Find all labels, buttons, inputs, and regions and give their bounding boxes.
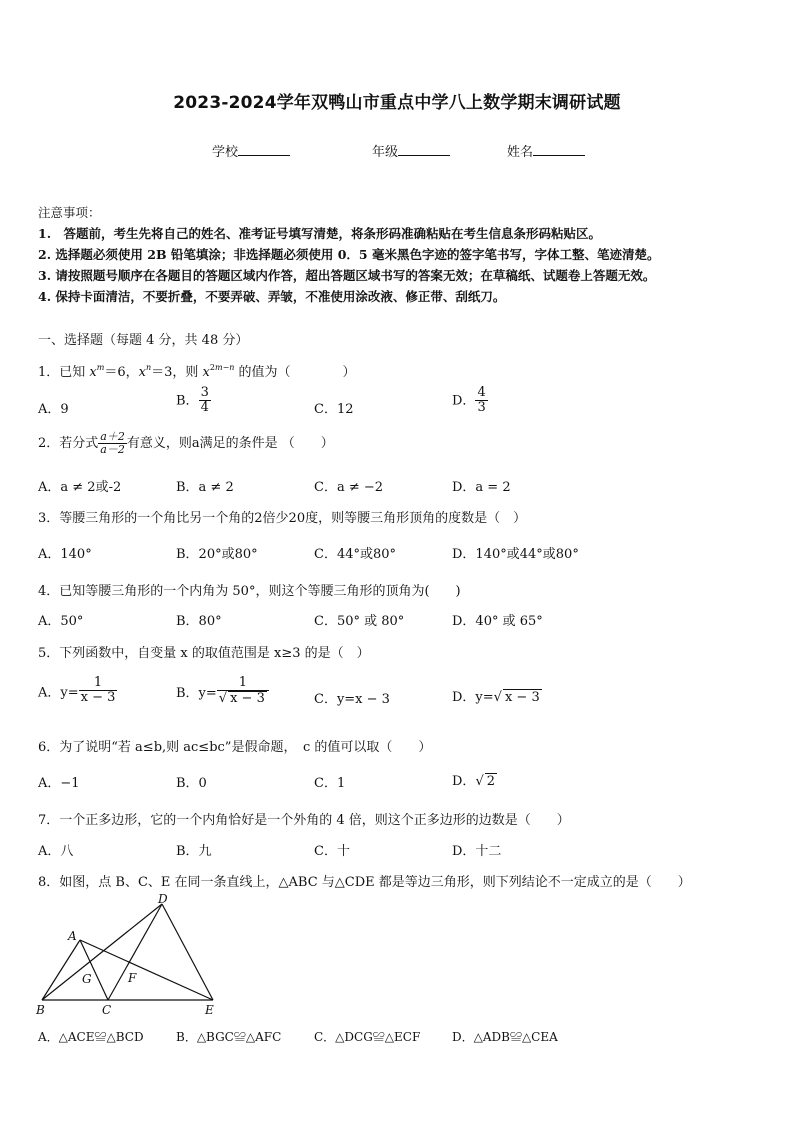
line-ac (80, 940, 108, 1000)
label-f: F (128, 971, 137, 985)
q3-option-d: D．140°或44°或80° (452, 547, 579, 562)
q6-option-a: A．−1 (38, 776, 80, 791)
label-b: B (36, 1003, 45, 1017)
q2-option-c: C．a ≠ −2 (314, 480, 384, 495)
question-2: 2．若分式 $\frac{a+2}{a-2}$ 有意义，则a满足的条件是 （ ） (38, 430, 334, 457)
q7-option-c: C．十 (314, 844, 350, 859)
q4-option-b: B．80° (176, 614, 222, 629)
q5-option-c: C．y=x − 3 (314, 692, 390, 707)
q1-option-a: A．9 (38, 402, 69, 417)
label-c: C (102, 1003, 112, 1017)
q6-option-c: C．1 (314, 776, 346, 791)
question-4: 4．已知等腰三角形的一个内角为 50°，则这个等腰三角形的顶角为( ) (38, 584, 461, 599)
label-a: A (68, 929, 77, 943)
notice-item: 4. 保持卡面清洁，不要折叠，不要弄破、弄皱，不准使用涂改液、修正带、刮纸刀。 (38, 289, 506, 304)
school-field: 学校 (212, 141, 290, 160)
line-bd (42, 904, 162, 1000)
q8-option-d: D．△ADB≌△CEA (452, 1030, 558, 1044)
q7-option-b: B．九 (176, 844, 212, 859)
question-1: 1．已知 $x^m=6$，$x^n=3$，则 $x^{2m-n}$ 的值为（ ） (38, 363, 356, 380)
q8-option-c: C．△DCG≌△ECF (314, 1030, 421, 1044)
q2-option-d: D．a = 2 (452, 480, 511, 495)
q1-option-b: B． $\frac{3}{4}$ (176, 385, 209, 416)
notice-item: 2. 选择题必须使用 2B 铅笔填涂；非选择题必须使用 0．5 毫米黑色字迹的签字笔书写，字体工整、笔迹清楚。 (38, 247, 660, 262)
q3-option-a: A．140° (38, 547, 92, 562)
q8-option-b: B．△BGC≌△AFC (176, 1030, 282, 1044)
notice-heading: 注意事项： (38, 205, 101, 220)
q7-option-a: A．八 (38, 844, 74, 859)
q7-option-d: D．十二 (452, 844, 502, 859)
q2-option-b: B．a ≠ 2 (176, 480, 234, 495)
line-cd (108, 904, 162, 1000)
q5-option-a: A．y= $\frac{1}{x - 3}$ (38, 675, 116, 706)
q1-option-d: D． $\frac{4}{3}$ (452, 385, 486, 416)
q4-option-a: A．50° (38, 614, 84, 629)
q1-option-c: C．12 (314, 402, 354, 417)
q2-option-a: A．a ≠ 2或-2 (38, 480, 122, 495)
q4-option-d: D．40° 或 65° (452, 614, 543, 629)
question-8: 8．如图，点 B、C、E 在同一条直线上，△ABC 与△CDE 都是等边三角形，则下列结论不一定成立的是（ ） (38, 875, 691, 890)
page-title: 2023-2024学年双鸭山市重点中学八上数学期末调研试题 (173, 93, 621, 113)
grade-field: 年级 (372, 141, 450, 160)
line-de (162, 904, 213, 1000)
label-d: D (158, 893, 168, 906)
q8-option-a: A．△ACE≌△BCD (38, 1030, 144, 1044)
triangle-figure (34, 893, 224, 1021)
label-g: G (82, 972, 92, 986)
question-7: 7．一个正多边形，它的一个内角恰好是一个外角的 4 倍，则这个正多边形的边数是（ ） (38, 813, 570, 828)
label-e: E (205, 1003, 214, 1017)
question-6: 6．为了说明“若 a≤b,则 ac≤bc”是假命题， c 的值可以取（ ） (38, 740, 432, 755)
q5-option-d: D．y=√ x − 3 (452, 690, 540, 705)
notice-item: 1. 答题前，考生先将自己的姓名、准考证号填写清楚，将条形码准确粘贴在考生信息条形码粘贴区。 (38, 226, 602, 241)
name-field: 姓名 (507, 141, 585, 160)
q3-option-b: B．20°或80° (176, 547, 258, 562)
line-ae (80, 940, 213, 1000)
question-3: 3．等腰三角形的一个角比另一个角的2倍少20度，则等腰三角形顶角的度数是（ ） (38, 511, 527, 526)
section-heading: 一、选择题（每题 4 分，共 48 分） (38, 333, 249, 348)
notice-item: 3. 请按照题号顺序在各题目的答题区域内作答，超出答题区域书写的答案无效；在草稿纸、试题卷上答题无效。 (38, 268, 656, 283)
q6-option-d: D．√ 2 (452, 774, 496, 789)
line-ab (42, 940, 80, 1000)
q4-option-c: C．50° 或 80° (314, 614, 405, 629)
q3-option-c: C．44°或80° (314, 547, 397, 562)
q5-option-b: B．y= $\frac{1}{√ x - 3}$ (176, 676, 269, 707)
q6-option-b: B．0 (176, 776, 207, 791)
question-5: 5．下列函数中，自变量 x 的取值范围是 x≥3 的是（ ） (38, 646, 370, 661)
